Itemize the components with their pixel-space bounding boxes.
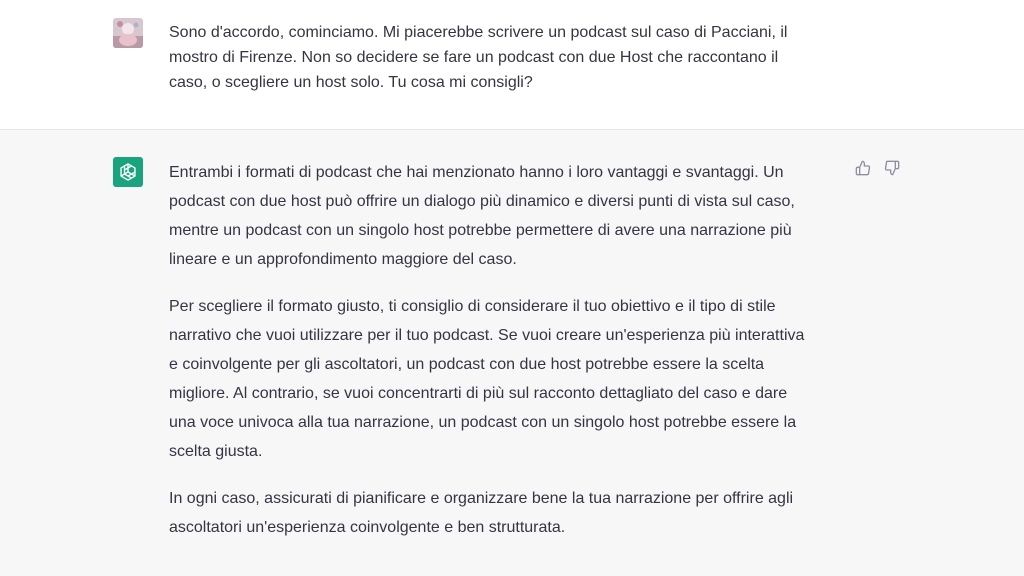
assistant-paragraph [169, 158, 859, 274]
user-message-line: Sono d'accordo, cominciamo. Mi piacerebbe scrivere un podcast sul caso di Pacciani, il [169, 24, 788, 41]
assistant-avatar [113, 157, 143, 187]
assistant-line: ascoltatori un'esperienza coinvolgente e ben strutturata. [169, 519, 566, 536]
user-photo-avatar [113, 18, 143, 48]
user-message-text [169, 20, 849, 95]
assistant-line: Per scegliere il formato giusto, ti consiglio di considerare il tuo obiettivo e il tipo di stile [169, 298, 776, 315]
assistant-paragraph [169, 484, 859, 542]
assistant-message [0, 130, 1024, 576]
assistant-line: una voce univoca alla tua narrazione, un podcast con un singolo host potrebbe essere la [169, 414, 797, 431]
assistant-line: In ogni caso, assicurati di pianificare e organizzare bene la tua narrazione per offrire agli [169, 490, 794, 507]
assistant-line: scelta giusta. [169, 443, 263, 460]
thumbs-down-button[interactable] [883, 159, 901, 177]
assistant-line: migliore. Al contrario, se vuoi concentrarti di più sul racconto dettagliato del caso e dare [169, 385, 788, 402]
assistant-line: narrativo che vuoi utilizzare per il tuo podcast. Se vuoi creare un'esperienza più interattiva [169, 327, 805, 344]
assistant-line: podcast con due host può offrire un dialogo più dinamico e diversi punti di vista sul caso, [169, 193, 795, 210]
thumbs-down-icon [884, 160, 900, 176]
user-avatar [113, 18, 143, 48]
thumbs-up-icon [855, 160, 871, 176]
feedback-buttons [854, 159, 901, 177]
assistant-line: mentre un podcast con un singolo host potrebbe permettere di avere una narrazione più [169, 222, 792, 239]
user-message [0, 0, 1024, 130]
user-message-line: mostro di Firenze. Non so decidere se fare un podcast con due Host che raccontano il [169, 49, 779, 66]
thumbs-up-button[interactable] [854, 159, 872, 177]
assistant-message-text [169, 158, 859, 560]
assistant-line: Entrambi i formati di podcast che hai menzionato hanno i loro vantaggi e svantaggi. Un [169, 164, 784, 181]
assistant-paragraph [169, 292, 859, 466]
openai-logo-icon [117, 161, 139, 183]
user-message-line: caso, o scegliere un host solo. Tu cosa mi consigli? [169, 74, 533, 91]
assistant-line: e coinvolgente per gli ascoltatori, un podcast con due host potrebbe essere la scelta [169, 356, 765, 373]
assistant-line: lineare e un approfondimento maggiore del caso. [169, 251, 517, 268]
